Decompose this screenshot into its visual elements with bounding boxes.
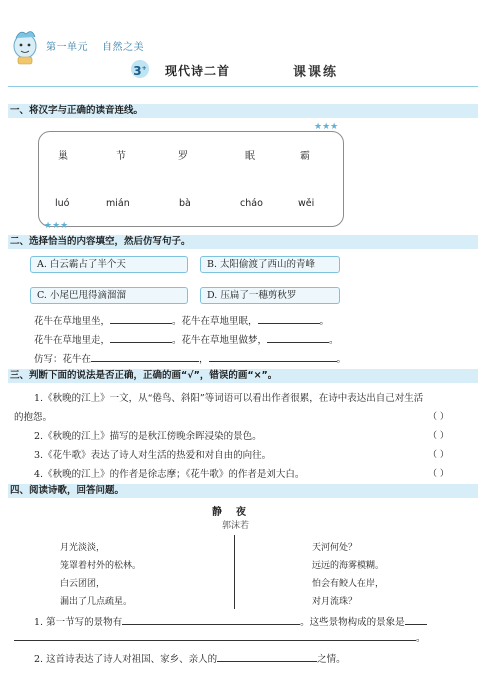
answer-blank[interactable] xyxy=(405,615,427,625)
answer-parentheses[interactable]: （ ） xyxy=(428,450,449,460)
pinyin-item: bà xyxy=(179,198,191,209)
unit-theme: 自然之美 xyxy=(102,42,144,53)
poem-line: 月光淡淡， xyxy=(60,543,106,553)
poem-line: 白云团团， xyxy=(60,579,106,589)
header-divider xyxy=(8,86,478,87)
character-item: 眠 xyxy=(245,151,255,162)
judge-item-1: 1.《秋晚的江上》一文，从“倦鸟、斜阳”等词语可以看出作者很累，在诗中表达出自己对生活 xyxy=(34,393,424,404)
poem-divider xyxy=(234,535,235,609)
poem-line: 对月流珠？ xyxy=(312,597,358,607)
judge-item-1-cont: 的抱怨。 xyxy=(14,412,53,423)
pinyin-item: cháo xyxy=(240,198,263,209)
lesson-number-badge: 3+ xyxy=(131,60,149,78)
mascot-illustration xyxy=(8,26,40,66)
answer-parentheses[interactable]: （ ） xyxy=(428,469,449,479)
answer-blank[interactable] xyxy=(14,631,416,641)
question-2: 2. 这首诗表达了诗人对祖国、家乡、亲人的 之情。 xyxy=(34,654,346,665)
question-1: 1. 第一节写的景物有 。这些景物构成的景象是 xyxy=(34,614,427,628)
character-item: 节 xyxy=(116,151,126,162)
answer-parentheses[interactable]: （ ） xyxy=(428,412,449,422)
answer-blank[interactable] xyxy=(110,314,172,324)
poem-line: 天河何处？ xyxy=(312,543,358,553)
answer-blank[interactable] xyxy=(110,333,172,343)
answer-parentheses[interactable]: （ ） xyxy=(428,431,449,441)
option-b: B. 太阳偷渡了西山的青峰 xyxy=(200,256,340,273)
answer-blank[interactable] xyxy=(267,333,329,343)
answer-blank[interactable] xyxy=(258,314,320,324)
character-item: 罗 xyxy=(178,151,188,162)
answer-blank[interactable] xyxy=(122,615,300,625)
fill-line-3: 仿写：花牛在 ， 。 xyxy=(34,354,347,365)
star-icon: ★★★ xyxy=(44,221,69,231)
option-a: A. 白云霸占了半个天 xyxy=(30,256,188,273)
pinyin-item: wěi xyxy=(298,198,315,209)
answer-blank[interactable] xyxy=(217,652,317,662)
unit-label xyxy=(46,38,158,53)
fill-line-2: 花牛在草地里走， 。花牛在草地里做梦， 。 xyxy=(34,335,339,346)
character-item: 巢 xyxy=(58,151,68,162)
poem-line: 漏出了几点疏星。 xyxy=(60,597,133,607)
character-item: 霸 xyxy=(300,151,310,162)
judge-item-2: 2.《秋晚的江上》描写的是秋江傍晚余晖浸染的景色。 xyxy=(34,431,262,442)
section-1-heading: 一、将汉字与正确的读音连线。 xyxy=(8,104,478,118)
practice-label: 课课练 xyxy=(293,65,339,80)
question-1-cont: 。 xyxy=(14,630,426,644)
pinyin-item: luó xyxy=(55,198,70,209)
section-3-heading: 三、判断下面的说法是否正确，正确的画“√”，错误的画“×”。 xyxy=(8,369,478,383)
fill-line-1: 花牛在草地里坐， 。花牛在草地里眠， 。 xyxy=(34,316,330,327)
answer-blank[interactable] xyxy=(91,352,199,362)
lesson-title: 现代诗二首 xyxy=(165,64,231,78)
matching-box xyxy=(38,131,344,227)
option-d: D. 压扁了一穗剪秋罗 xyxy=(200,287,340,304)
option-c: C. 小尾巴甩得滴溜溜 xyxy=(30,287,188,304)
judge-item-3: 3.《花牛歌》表达了诗人对生活的热爱和对自由的向往。 xyxy=(34,450,272,461)
star-icon: ★★★ xyxy=(314,122,339,132)
unit-name: 第一单元 xyxy=(46,42,88,53)
poem-line: 笼罩着村外的松林。 xyxy=(60,561,142,571)
poem-line: 远远的海雾模糊。 xyxy=(312,561,385,571)
poem-title: 静夜 xyxy=(212,507,260,518)
answer-blank[interactable] xyxy=(209,352,337,362)
poem-author: 郭沫若 xyxy=(222,521,250,531)
section-4-heading: 四、阅读诗歌，回答问题。 xyxy=(8,484,478,498)
pinyin-item: mián xyxy=(106,198,130,209)
section-2-heading: 二、选择恰当的内容填空，然后仿写句子。 xyxy=(8,235,478,249)
judge-item-4: 4.《秋晚的江上》的作者是徐志摩；《花牛歌》的作者是刘大白。 xyxy=(34,469,305,480)
poem-line: 怕会有鲛人在岸， xyxy=(312,579,385,589)
